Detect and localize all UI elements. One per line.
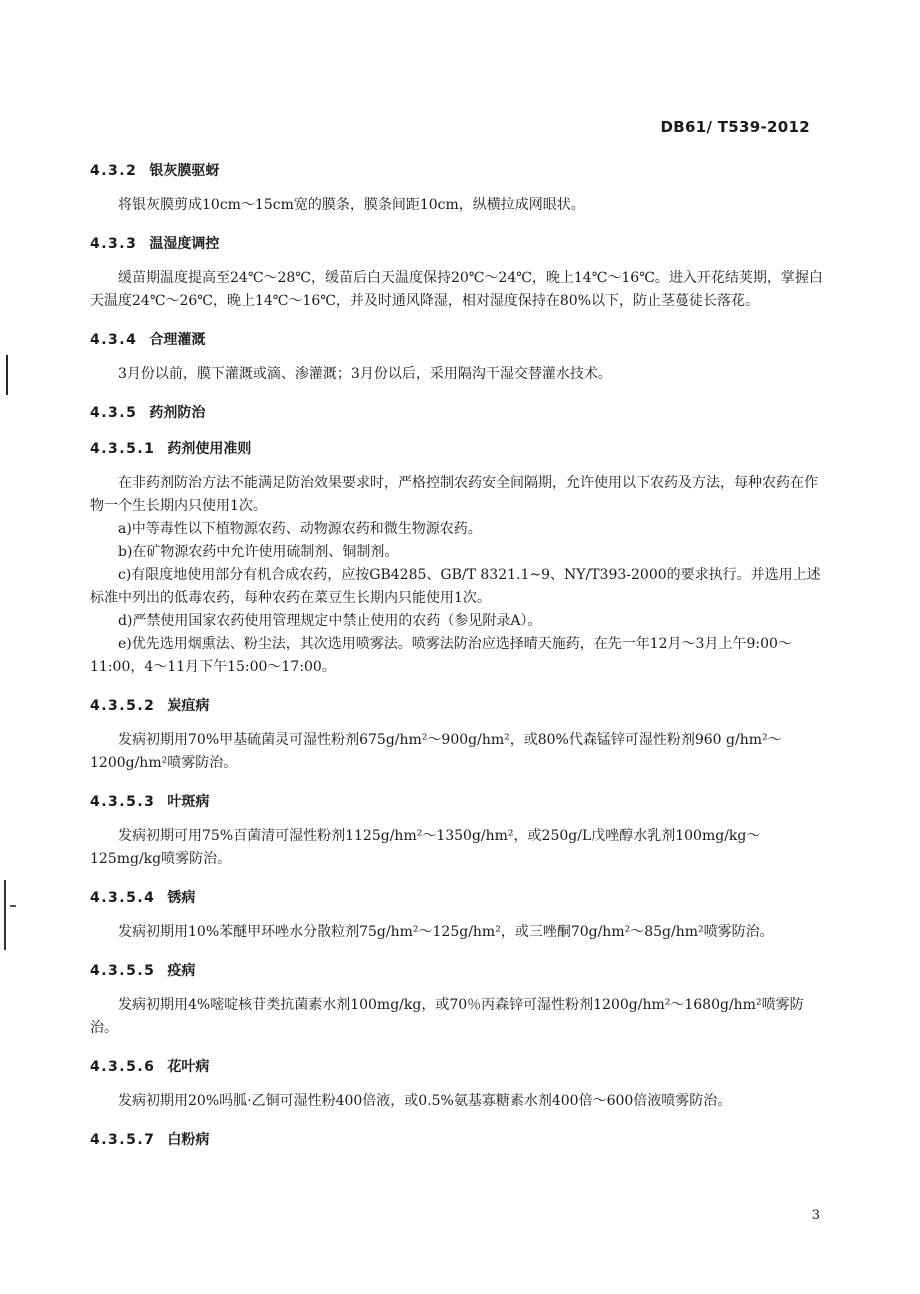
- section-title: 合理灌溉: [149, 332, 206, 348]
- list-item: e)优先选用烟熏法、粉尘法，其次选用喷雾法。喷雾法防治应选择晴天施药，在先一年12月～3月上午9:00～11:00，4～11月下午15:00～17:00。: [90, 636, 792, 675]
- section-title: 银灰膜驱蚜: [149, 163, 220, 179]
- paragraph: 在非药剂防治方法不能满足防治效果要求时，严格控制农药安全间隔期，允许使用以下农药及方法，每种农药在作物一个生长期内只使用1次。: [90, 475, 818, 514]
- section-number: 4.3.5: [90, 405, 138, 421]
- section-number: 4.3.5.4: [90, 890, 156, 906]
- section-heading: [90, 958, 830, 984]
- section-heading: [90, 158, 830, 184]
- scan-artifact: [6, 355, 8, 395]
- section-heading: [90, 885, 830, 911]
- section-number: 4.3.3: [90, 236, 138, 252]
- list-item: b)在矿物源农药中允许使用硫制剂、铜制剂。: [118, 544, 399, 560]
- paragraph: 将银灰膜剪成10cm～15cm宽的膜条，膜条间距10cm，纵横拉成网眼状。: [118, 197, 585, 213]
- section-number: 4.3.5.6: [90, 1059, 156, 1075]
- section-number: 4.3.5.1: [90, 441, 156, 457]
- list-item: c)有限度地使用部分有机合成农药，应按GB4285、GB/T 8321.1~9、NY/T393-2000的要求执行。并选用上述标准中列出的低毒农药，每种农药在菜豆生长期内只能使用1次。: [90, 567, 821, 606]
- paragraph: 3月份以前，膜下灌溉或滴、渗灌溉；3月份以后，采用隔沟干湿交替灌水技术。: [118, 366, 612, 382]
- section-title: 花叶病: [167, 1059, 210, 1075]
- section-number: 4.3.4: [90, 332, 138, 348]
- section-title: 锈病: [167, 890, 196, 906]
- scan-artifact: [10, 905, 16, 907]
- section-heading: [90, 231, 830, 257]
- section-heading: [90, 789, 830, 815]
- document-body: [90, 158, 830, 1153]
- section-title: 温湿度调控: [149, 236, 220, 252]
- section-number: 4.3.5.2: [90, 698, 156, 714]
- section-heading: [90, 1127, 830, 1153]
- paragraph: 发病初期用4%嘧啶核苷类抗菌素水剂100mg/kg，或70％丙森锌可湿性粉剂1200g/hm²～1680g/hm²喷雾防治。: [90, 997, 804, 1036]
- paragraph: 发病初期用20%吗胍·乙铜可湿性粉400倍液，或0.5%氨基寡糖素水剂400倍～600倍液喷雾防治。: [118, 1093, 732, 1109]
- section-heading: [90, 327, 830, 353]
- pesticide-list: [90, 518, 830, 679]
- section-title: 叶斑病: [167, 794, 210, 810]
- section-title: 白粉病: [167, 1132, 210, 1148]
- paragraph: 发病初期用10%苯醚甲环唑水分散粒剂75g/hm²～125g/hm²，或三唑酮70g/hm²～85g/hm²喷雾防治。: [118, 924, 774, 940]
- page-number: 3: [811, 1208, 820, 1223]
- scan-artifact: [4, 880, 6, 950]
- section-heading: [90, 693, 830, 719]
- document-code: DB61/ T539-2012: [660, 118, 810, 136]
- paragraph: 发病初期用70%甲基硫菌灵可湿性粉剂675g/hm²～900g/hm²，或80%代森锰锌可湿性粉剂960 g/hm²～1200g/hm²喷雾防治。: [90, 732, 782, 771]
- section-number: 4.3.5.5: [90, 963, 156, 979]
- section-number: 4.3.5.7: [90, 1132, 156, 1148]
- list-item: a)中等毒性以下植物源农药、动物源农药和微生物源农药。: [118, 521, 482, 537]
- section-title: 疫病: [167, 963, 196, 979]
- section-heading: [90, 436, 830, 462]
- section-title: 药剂防治: [149, 405, 206, 421]
- section-title: 炭疽病: [167, 698, 210, 714]
- section-number: 4.3.2: [90, 163, 138, 179]
- paragraph: 发病初期可用75%百菌清可湿性粉剂1125g/hm²～1350g/hm²，或250g/L戊唑醇水乳剂100mg/kg～125mg/kg喷雾防治。: [90, 828, 761, 867]
- section-title: 药剂使用准则: [167, 441, 252, 457]
- paragraph: 缓苗期温度提高至24℃～28℃，缓苗后白天温度保持20℃～24℃，晚上14℃～16℃。进入开花结荚期，掌握白天温度24℃～26℃，晚上14℃～16℃，并及时通风降湿，相对湿度保持在80%以下，防止茎蔓徒长落花。: [90, 270, 823, 309]
- section-heading: [90, 1054, 830, 1080]
- list-item: d)严禁使用国家农药使用管理规定中禁止使用的农药（参见附录A）。: [118, 613, 542, 629]
- section-number: 4.3.5.3: [90, 794, 156, 810]
- section-heading: [90, 400, 830, 426]
